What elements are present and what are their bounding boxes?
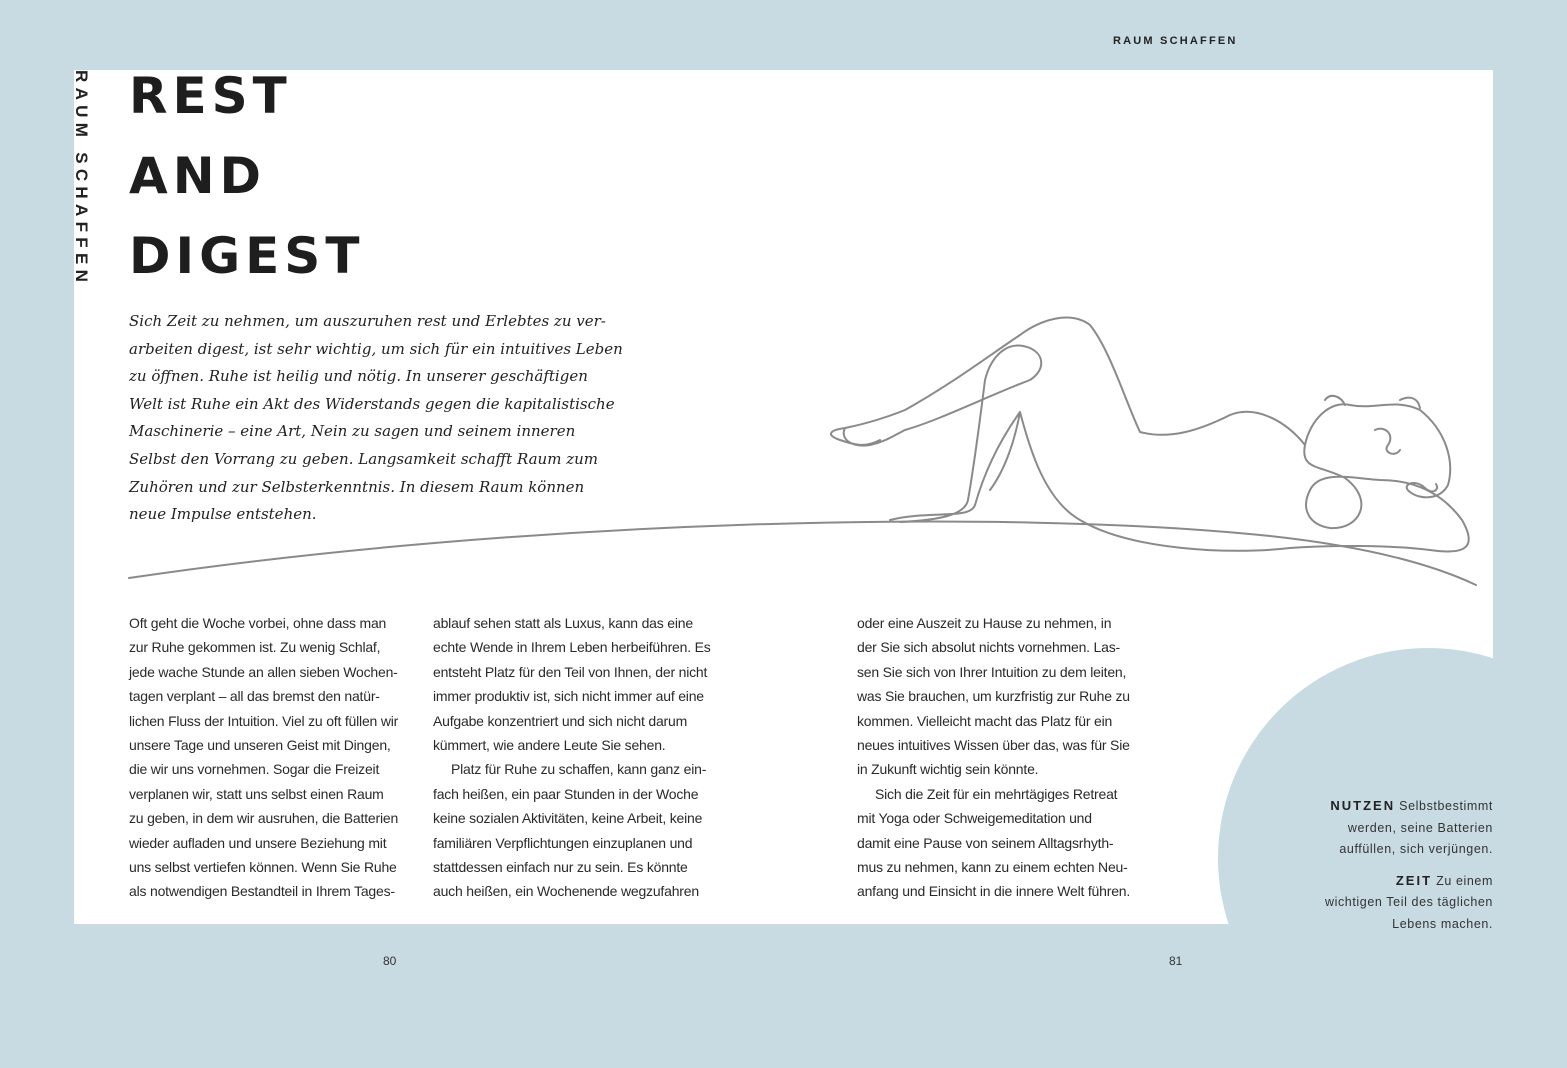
body-line: was Sie brauchen, um kurzfristig zur Ruhe zu xyxy=(857,688,1130,705)
sidebar-entry-nutzen xyxy=(1263,795,1493,861)
sidebar-line xyxy=(1263,870,1493,893)
body-line: der Sie sich absolut nichts vornehmen. Las- xyxy=(857,639,1120,656)
title-line: DIGEST xyxy=(129,227,365,285)
body-line: fach heißen, ein paar Stunden in der Woche xyxy=(433,785,699,802)
body-line: Platz für Ruhe zu schaffen, kann ganz ein- xyxy=(451,761,707,778)
sidebar-text: Zu einem xyxy=(1436,873,1493,888)
intro-line: Welt ist Ruhe ein Akt des Widerstands gegen die kapitalistische xyxy=(129,394,615,413)
intro-line: Sich Zeit zu nehmen, um auszuruhen rest und Erlebtes zu ver- xyxy=(129,312,606,330)
body-line: lichen Fluss der Intuition. Viel zu oft füllen wir xyxy=(129,712,399,729)
figure-line xyxy=(831,318,1469,552)
body-column-1 xyxy=(129,611,398,904)
body-line: uns selbst vertiefen können. Wenn Sie Ruhe xyxy=(129,859,397,876)
body-line: immer produktiv ist, sich nicht immer auf eine xyxy=(433,688,704,705)
sidebar-line: werden, seine Batterien xyxy=(1347,820,1493,835)
body-line: jede wache Stunde an allen sieben Wochen- xyxy=(129,663,398,680)
body-line: auch heißen, ein Wochenende wegzufahren xyxy=(433,883,699,900)
body-line: tagen verplant – all das bremst den natür- xyxy=(129,688,380,705)
body-line: verplanen wir, statt uns selbst einen Raum xyxy=(129,785,384,802)
body-line: stattdessen einfach nur zu sein. Es könnte xyxy=(433,859,688,876)
body-line: die wir uns vornehmen. Sogar die Freizeit xyxy=(129,761,380,778)
body-line: kümmert, wie andere Leute Sie sehen. xyxy=(433,737,666,754)
sidebar-term: NUTZEN xyxy=(1330,798,1396,813)
body-line: keine sozialen Aktivitäten, keine Arbeit, keine xyxy=(433,810,703,827)
body-line: wieder aufladen und unsere Beziehung mit xyxy=(129,834,387,851)
body-line: unsere Tage und unseren Geist mit Dingen, xyxy=(129,737,391,754)
body-line: mus zu nehmen, kann zu einem echten Neu- xyxy=(857,859,1128,876)
intro-line: Selbst den Vorrang zu geben. Langsamkeit schafft Raum zum xyxy=(129,449,598,468)
sidebar-line: wichtigen Teil des täglichen xyxy=(1324,895,1493,909)
sidebar-term: ZEIT xyxy=(1395,872,1433,888)
body-line: familiären Verpflichtungen einzuplanen und xyxy=(433,834,693,851)
body-line: anfang und Einsicht in die innere Welt führen. xyxy=(857,883,1131,900)
intro-line: Zuhören und zur Selbsterkenntnis. In diesem Raum können xyxy=(129,477,585,496)
body-line: in Zukunft wichtig sein könnte. xyxy=(857,761,1039,778)
body-line: Aufgabe konzentriert und sich nicht darum xyxy=(433,712,688,729)
sidebar-entry-zeit xyxy=(1263,870,1493,936)
title-line: REST xyxy=(129,67,292,125)
body-line: kommen. Vielleicht macht das Platz für ein xyxy=(857,712,1113,729)
page-number-left: 80 xyxy=(383,954,397,968)
body-line: zur Ruhe gekommen ist. Zu wenig Schlaf, xyxy=(129,639,381,656)
body-line: Sich die Zeit für ein mehrtägiges Retreat xyxy=(875,785,1118,802)
body-line: Oft geht die Woche vorbei, ohne dass man xyxy=(129,615,387,631)
intro-line: Maschinerie – eine Art, Nein zu sagen und seinem inneren xyxy=(129,422,576,441)
body-line: zu geben, in dem wir ausruhen, die Batterien xyxy=(129,810,399,827)
body-column-3 xyxy=(857,611,1130,904)
vertical-section-label-text: RAUM SCHAFFEN xyxy=(72,70,91,288)
body-line: sen Sie sich von Ihrer Intuition zu dem leiten, xyxy=(857,663,1127,680)
body-line: neues intuitives Wissen über das, was für Sie xyxy=(857,737,1130,754)
sidebar-line xyxy=(1263,795,1493,818)
body-line: damit eine Pause von seinem Alltagsrhyth- xyxy=(857,834,1114,851)
body-line: ablauf sehen statt als Luxus, kann das eine xyxy=(433,615,693,631)
body-line: entsteht Platz für den Teil von Ihnen, der nicht xyxy=(433,663,708,680)
body-line: oder eine Auszeit zu Hause zu nehmen, in xyxy=(857,615,1112,631)
intro-line: neue Impulse entstehen. xyxy=(129,505,317,524)
page-number-right: 81 xyxy=(1169,954,1183,968)
intro-line: zu öffnen. Ruhe ist heilig und nötig. In unserer geschäftigen xyxy=(129,367,588,386)
info-sidebar xyxy=(1263,795,1493,944)
intro-line: arbeiten digest, ist sehr wichtig, um sich für ein intuitives Leben xyxy=(129,339,623,358)
body-column-2 xyxy=(433,611,711,904)
sidebar-line: Lebens machen. xyxy=(1392,916,1493,931)
body-line: mit Yoga oder Schweigemeditation und xyxy=(857,810,1092,827)
ground-curve xyxy=(129,522,1476,585)
running-head: RAUM SCHAFFEN xyxy=(1113,35,1238,47)
sidebar-text: Selbstbestimmt xyxy=(1399,799,1493,813)
body-line: echte Wende in Ihrem Leben herbeiführen. Es xyxy=(433,639,711,656)
sidebar-line: auffüllen, sich verjüngen. xyxy=(1339,842,1493,856)
title-line: AND xyxy=(129,147,267,205)
body-line: als notwendigen Bestandteil in Ihrem Tages- xyxy=(129,883,395,900)
